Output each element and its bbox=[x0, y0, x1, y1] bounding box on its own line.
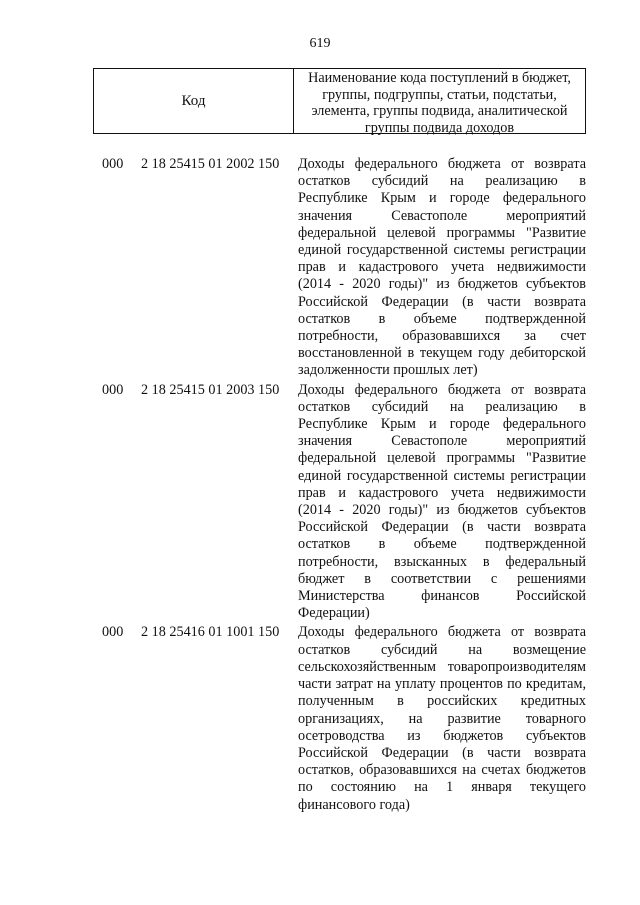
description-line: единой государственной системы регистрации bbox=[298, 242, 586, 259]
revenue-description bbox=[298, 382, 586, 623]
description-line: финансового года) bbox=[298, 796, 410, 813]
description-line: остатков субсидий на реализацию в bbox=[298, 398, 586, 415]
table-row bbox=[0, 624, 640, 813]
description-line: прав и кадастрового учета недвижимости bbox=[298, 259, 586, 276]
description-line: Республике Крым и городе федерального bbox=[298, 190, 586, 207]
description-line: по состоянию на 1 января текущего bbox=[298, 779, 586, 796]
admin-code: 000 bbox=[102, 156, 124, 172]
revenue-description bbox=[298, 624, 586, 813]
revenue-code: 2 18 25416 01 1001 150 bbox=[141, 624, 280, 641]
admin-code: 000 bbox=[102, 381, 124, 398]
description-line: единой государственной системы регистрации bbox=[298, 467, 586, 484]
revenue-code: 2 18 25415 01 2003 150 bbox=[141, 381, 280, 398]
description-line: остатков в объеме подтвержденной bbox=[298, 310, 586, 327]
description-line: задолженности прошлых лет) bbox=[298, 362, 478, 379]
table-row bbox=[0, 382, 640, 623]
description-line: осетроводства из бюджетов субъектов bbox=[298, 727, 586, 744]
table-header bbox=[93, 68, 586, 134]
description-line: восстановленной в текущем году дебиторской bbox=[298, 345, 586, 362]
description-line: (2014 - 2020 годы)" из бюджетов субъектов bbox=[298, 276, 586, 293]
description-line: остатков субсидий на возмещение bbox=[298, 641, 586, 658]
description-line: федеральной целевой программы "Развитие bbox=[298, 450, 586, 467]
table-row bbox=[0, 156, 640, 380]
description-line: организациях, на развитие товарного bbox=[298, 710, 586, 727]
description-line: (2014 - 2020 годы)" из бюджетов субъектов bbox=[298, 502, 586, 519]
description-line: остатков субсидий на реализацию в bbox=[298, 173, 586, 190]
description-line: Российской Федерации (в части возврата bbox=[298, 293, 586, 310]
description-line: бюджет в соответствии с решениями bbox=[298, 570, 586, 587]
header-code-cell: Код bbox=[94, 69, 294, 133]
description-line: Республике Крым и городе федерального bbox=[298, 416, 586, 433]
description-line: потребности, взысканных в федеральный bbox=[298, 553, 586, 570]
description-line: Российской Федерации (в части возврата bbox=[298, 519, 586, 536]
description-line: остатков в объеме подтвержденной bbox=[298, 536, 586, 553]
revenue-code: 2 18 25415 01 2002 150 bbox=[141, 156, 280, 172]
table-body bbox=[0, 156, 640, 814]
description-line: Федерации) bbox=[298, 605, 370, 622]
description-line: прав и кадастрового учета недвижимости bbox=[298, 484, 586, 501]
description-line: остатков, образовавшихся на счетах бюджетов bbox=[298, 762, 586, 779]
description-line: значения Севастополе мероприятий bbox=[298, 433, 586, 450]
page-number: 619 bbox=[309, 36, 331, 51]
description-line: Доходы федерального бюджета от возврата bbox=[298, 156, 586, 172]
description-line: потребности, образовавшихся за счет bbox=[298, 328, 586, 345]
description-line: значения Севастополе мероприятий bbox=[298, 207, 586, 224]
description-line: Министерства финансов Российской bbox=[298, 588, 586, 605]
description-line: Российской Федерации (в части возврата bbox=[298, 744, 586, 761]
description-line: сельскохозяйственным товаропроизводителям bbox=[298, 658, 586, 675]
description-line: части затрат на уплату процентов по кредитам, bbox=[298, 676, 586, 693]
description-line: полученным в российских кредитных bbox=[298, 693, 586, 710]
revenue-description bbox=[298, 156, 586, 380]
description-line: федеральной целевой программы "Развитие bbox=[298, 224, 586, 241]
description-line: Доходы федерального бюджета от возврата bbox=[298, 624, 586, 641]
description-line: Доходы федерального бюджета от возврата bbox=[298, 381, 586, 398]
admin-code: 000 bbox=[102, 624, 124, 641]
header-name-cell: Наименование кода поступлений в бюджет, группы, подгруппы, статьи, подстатьи, элемента, группы подвида, аналитической группы подвида доходов bbox=[308, 70, 571, 136]
